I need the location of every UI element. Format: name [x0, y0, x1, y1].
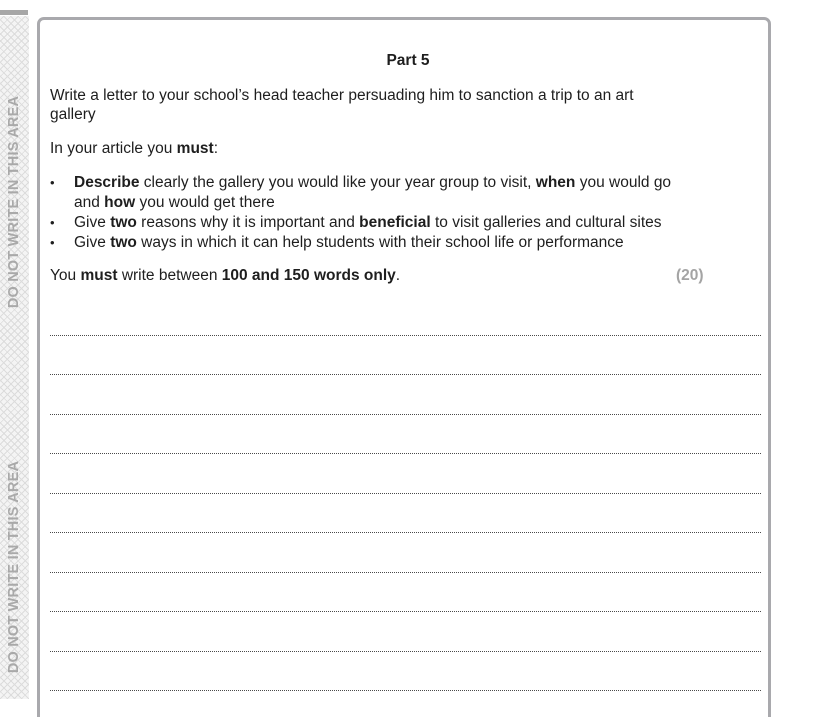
margin-top-bar: [0, 10, 28, 15]
segment: must: [80, 267, 118, 284]
segment: .: [395, 267, 401, 284]
segment: two: [110, 234, 137, 251]
answer-line[interactable]: [50, 414, 761, 415]
answer-line[interactable]: [50, 493, 761, 494]
bullet-icon: •: [50, 215, 55, 230]
segment: write between: [117, 267, 222, 284]
question-intro: Write a letter to your school’s head teacher persuading him to sanction a trip to an art gallery: [50, 87, 634, 123]
answer-line[interactable]: [50, 374, 761, 375]
segment: you would get there: [135, 194, 275, 211]
requirement-item: [50, 213, 690, 233]
segment: two: [110, 214, 137, 231]
segment: ways in which it can help students with their school life or performance: [136, 234, 624, 251]
margin-warning-bottom: DO NOT WRITE IN THIS AREA: [6, 460, 22, 674]
requirements-lead: [50, 139, 218, 158]
segment: beneficial: [359, 214, 431, 231]
segment: Describe: [74, 174, 140, 191]
segment: how: [104, 194, 136, 211]
word-limit-instruction: [50, 266, 400, 285]
bullet-icon: •: [50, 175, 55, 190]
part-title: [0, 52, 814, 70]
segment: you would go and: [74, 174, 672, 211]
answer-line[interactable]: [50, 453, 761, 454]
answer-line[interactable]: [50, 651, 761, 652]
lead-prefix: In your article you: [50, 140, 177, 157]
lead-suffix: :: [213, 140, 219, 157]
segment: Give: [74, 214, 111, 231]
answer-line[interactable]: [50, 335, 761, 336]
answer-line[interactable]: [50, 690, 761, 691]
answer-line[interactable]: [50, 532, 761, 533]
segment: You: [50, 267, 81, 284]
segment: to visit galleries and cultural sites: [430, 214, 662, 231]
marks-label: (20): [676, 267, 704, 284]
requirement-item: [50, 233, 690, 253]
margin-warning-top: DO NOT WRITE IN THIS AREA: [6, 95, 22, 309]
answer-line[interactable]: [50, 572, 761, 573]
segment: 100 and 150 words only: [221, 267, 396, 284]
segment: when: [535, 174, 576, 191]
segment: reasons why it is important and: [136, 214, 360, 231]
requirements-list: [50, 173, 690, 253]
part-title-text: Part 5: [386, 52, 430, 69]
answer-line[interactable]: [50, 611, 761, 612]
bullet-icon: •: [50, 235, 55, 250]
requirement-item: [50, 173, 690, 213]
lead-bold: must: [176, 140, 214, 157]
segment: clearly the gallery you would like your year group to visit,: [139, 174, 536, 191]
segment: Give: [74, 234, 111, 251]
